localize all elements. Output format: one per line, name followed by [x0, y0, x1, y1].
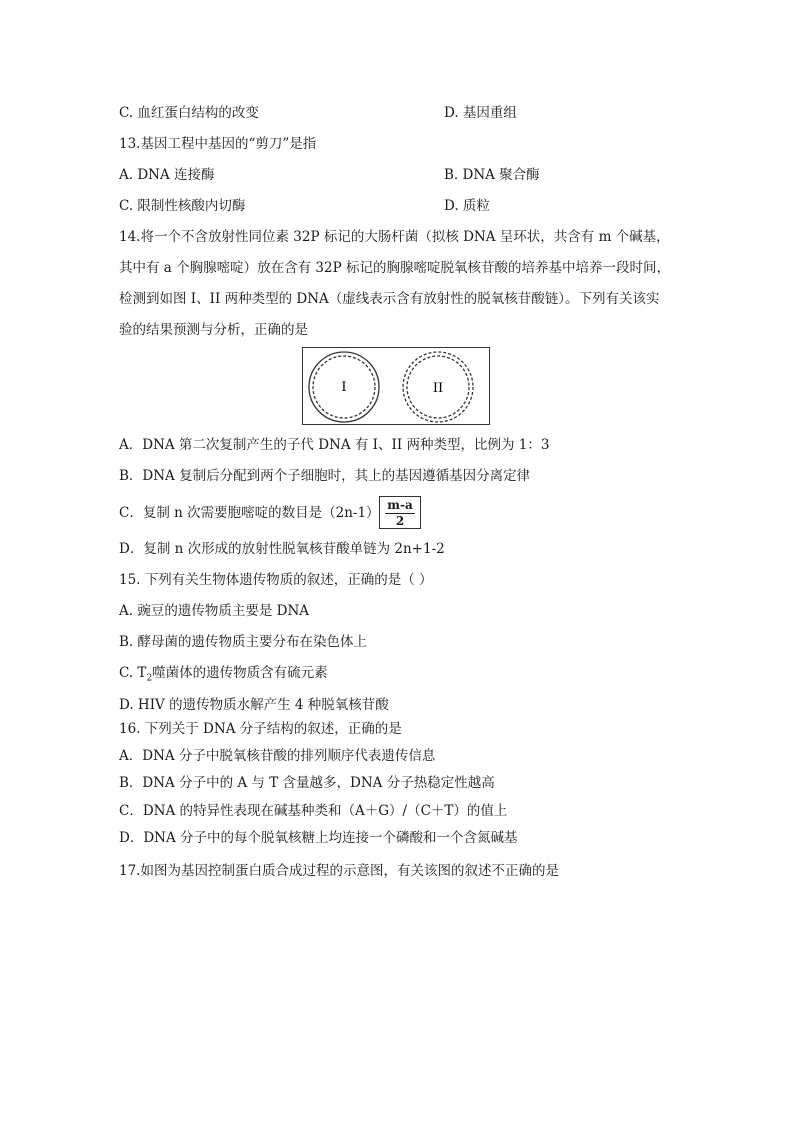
q14-option-a: A．DNA 第二次复制产生的子代 DNA 有 I、II 两种类型，比例为 1：3 [119, 437, 550, 453]
q15-option-c [119, 664, 328, 688]
q13-option-d: D. 质粒 [444, 198, 490, 214]
dna-type-ii-label: II [432, 381, 444, 396]
q15-option-c-prefix: C. T [119, 665, 147, 681]
dna-rings-diagram [303, 348, 489, 424]
q14-option-c: C．复制 n 次需要胞嘧啶的数目是（2n-1） [119, 505, 380, 521]
q14-option-b: B．DNA 复制后分配到两个子细胞时，其上的基因遵循基因分离定律 [119, 468, 531, 484]
q12-option-c: C. 血红蛋白结构的改变 [119, 105, 259, 121]
q14-stem-line-3: 检测到如图 I、II 两种类型的 DNA（虚线表示含有放射性的脱氧核苷酸链）。下列有关该实 [119, 291, 660, 307]
q17-stem: 17.如图为基因控制蛋白质合成过程的示意图，有关该图的叙述不正确的是 [119, 863, 559, 879]
q15-option-c-text: 噬菌体的遗传物质含有硫元素 [152, 665, 328, 681]
q14-option-d: D．复制 n 次形成的放射性脱氧核苷酸单链为 2n+1-2 [119, 541, 445, 557]
q15-option-c-subscript: 2 [146, 673, 153, 684]
q14-stem-line-1: 14.将一个不含放射性同位素 32P 标记的大肠杆菌（拟核 DNA 呈环状，共含有 m 个碱基， [119, 229, 670, 245]
fraction-numerator: m-a [387, 498, 413, 512]
q15-option-b: B. 酵母菌的遗传物质主要分布在染色体上 [119, 634, 368, 650]
q14-stem-line-2: 其中有 a 个胸腺嘧啶）放在含有 32P 标记的胸腺嘧啶脱氧核苷酸的培养基中培养一段时间， [119, 260, 670, 276]
dna-type-figure [302, 347, 490, 425]
q16-stem: 16. 下列关于 DNA 分子结构的叙述，正确的是 [119, 721, 402, 737]
q14-stem-line-4: 验的结果预测与分析，正确的是 [119, 322, 308, 338]
q14-option-c-fraction [379, 496, 421, 529]
q13-option-c: C. 限制性核酸内切酶 [119, 198, 246, 214]
q13-option-a: A. DNA 连接酶 [119, 167, 215, 183]
dna-type-i-label: I [341, 380, 347, 395]
q15-option-a: A. 豌豆的遗传物质主要是 DNA [119, 603, 310, 619]
q15-stem: 15. 下列有关生物体遗传物质的叙述，正确的是（ ） [119, 572, 433, 588]
q13-stem: 13.基因工程中基因的“剪刀”是指 [119, 136, 317, 152]
q16-option-a: A．DNA 分子中脱氧核苷酸的排列顺序代表遗传信息 [119, 748, 436, 764]
q16-option-d: D．DNA 分子中的每个脱氧核糖上均连接一个磷酸和一个含氮碱基 [119, 830, 518, 846]
q16-option-c: C．DNA 的特异性表现在碱基种类和（A＋G）/（C＋T）的值上 [119, 803, 508, 819]
q15-option-d: D. HIV 的遗传物质水解产生 4 种脱氧核苷酸 [119, 697, 389, 713]
q13-option-b: B. DNA 聚合酶 [444, 167, 540, 183]
fraction-denominator: 2 [395, 514, 405, 528]
q16-option-b: B．DNA 分子中的 A 与 T 含量越多，DNA 分子热稳定性越高 [119, 775, 495, 791]
q12-option-d: D. 基因重组 [444, 105, 517, 121]
